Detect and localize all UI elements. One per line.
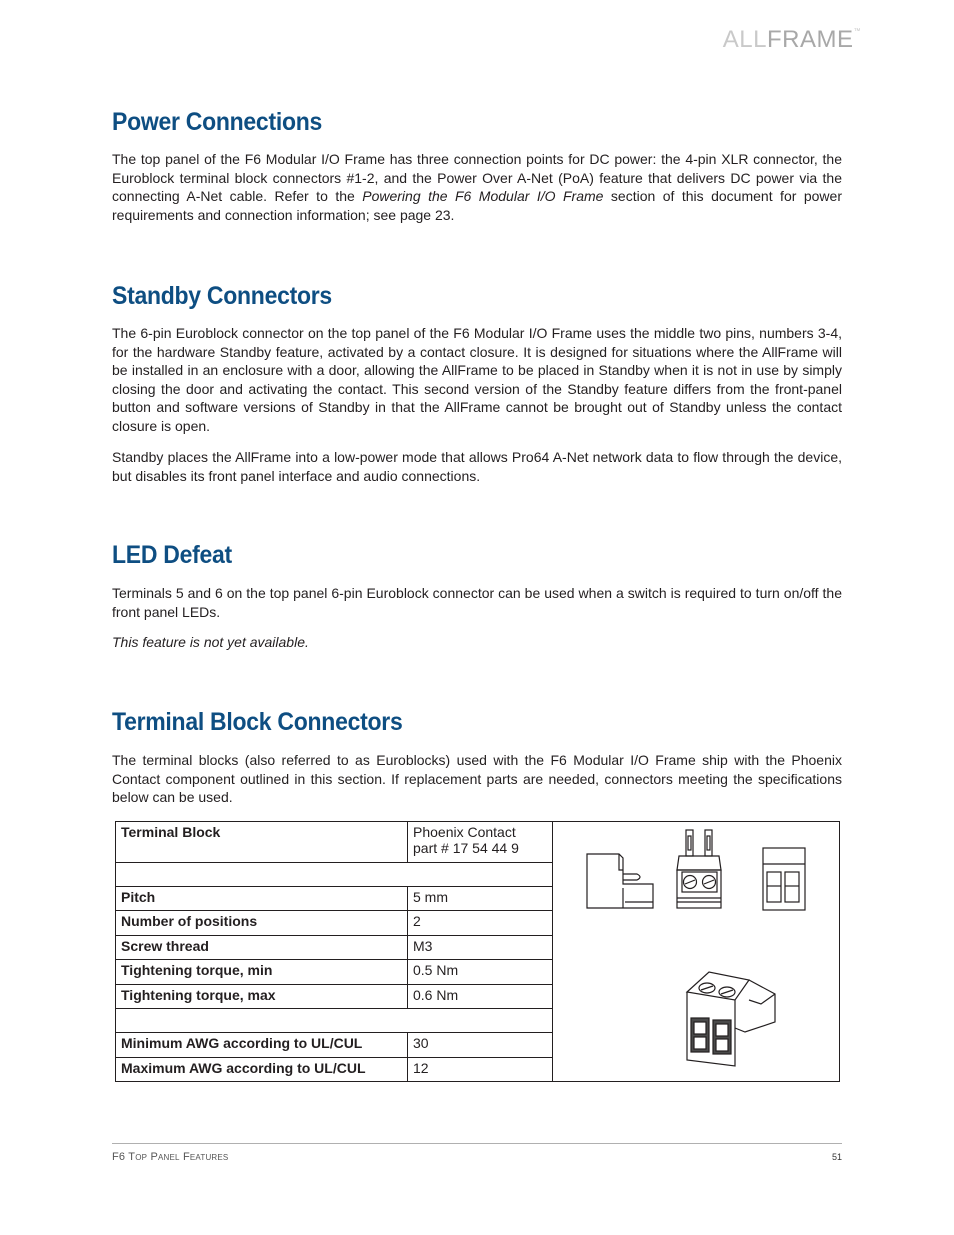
- logo-frame: FRAME: [767, 26, 854, 53]
- spec-row-screw-thread: Screw thread M3: [116, 935, 840, 959]
- spec-row-torque-max: Tightening torque, max 0.6 Nm: [116, 984, 840, 1008]
- spec-header-row: [116, 822, 840, 863]
- spec-row-pitch: Pitch 5 mm: [116, 887, 840, 911]
- spec-row-min-awg: Minimum AWG according to UL/CUL 30: [116, 1033, 840, 1057]
- footer-divider: [112, 1143, 842, 1144]
- connector-isometric-drawing: [687, 972, 775, 1066]
- terminal-block-drawings: [553, 822, 839, 1078]
- terminal-block-paragraph: The terminal blocks (also referred to as Euroblocks) used with the F6 Modular I/O Frame ship with the Phoenix Contact component outlined in this section. If replacement parts are needed, connectors meeting the specifications below can be used.: [112, 752, 842, 806]
- connector-side-view-drawing: [587, 854, 653, 908]
- spec-row-positions: Number of positions 2: [116, 911, 840, 935]
- led-defeat-paragraph: Terminals 5 and 6 on the top panel 6-pin Euroblock connector can be used when a switch is required to turn on/off the front panel LEDs.: [112, 585, 842, 620]
- terminal-block-heading: Terminal Block Connectors: [112, 708, 403, 736]
- standby-connectors-heading: Standby Connectors: [112, 282, 332, 310]
- led-defeat-heading: LED Defeat: [112, 541, 232, 569]
- power-connections-heading: Power Connections: [112, 108, 323, 136]
- standby-paragraph-1: The 6-pin Euroblock connector on the top panel of the F6 Modular I/O Frame uses the middle two pins, numbers 3-4, for the hardware Standby feature, activated by a contact closure. It is designed for situations where the AllFrame will be installed in an enclosure with a door, allowing the AllFrame to be placed in Standby when it is not in use by simply closing the door and activating the contact. This second version of the Standby feature differs from the front-panel button and software versions of Standby in that the AllFrame cannot be brought out of Standby unless the contact closure is open.: [112, 325, 842, 434]
- connector-front-view-drawing: [677, 830, 721, 908]
- terminal-block-spec-table: [115, 821, 840, 1082]
- led-defeat-note: This feature is not yet available.: [112, 634, 309, 650]
- logo-all: ALL: [722, 26, 767, 53]
- spec-row-torque-min: Tightening torque, min 0.5 Nm: [116, 960, 840, 984]
- connector-rear-view-drawing: [763, 848, 805, 910]
- connector-drawings-cell: [553, 822, 840, 1082]
- logo-trademark: ™: [853, 28, 861, 35]
- footer-section-title: F6 TOP PANEL FEATURES: [112, 1151, 229, 1163]
- allframe-logo: [723, 26, 861, 54]
- spec-header-key: Terminal Block: [116, 822, 408, 863]
- powering-reference: Powering the F6 Modular I/O Frame: [362, 188, 604, 205]
- spec-header-value: Phoenix Contact part # 17 54 44 9: [408, 822, 553, 863]
- power-connections-paragraph: The top panel of the F6 Modular I/O Frame has three connection points for DC power: the 4-pin XLR connector, the Euroblock terminal block connectors #1-2, and the Power Over A-Net (PoA) feature that delivers DC power via the connecting A-Net cable. Refer to the Powering the F6 Modular I/O Frame section of this document for power requirements and connection information; see page 23.: [112, 151, 842, 223]
- standby-paragraph-2: Standby places the AllFrame into a low-power mode that allows Pro64 A-Net network data to flow through the device, but disables its front panel interface and audio connections.: [112, 449, 842, 484]
- page-number: 51: [831, 1152, 842, 1162]
- spec-row-max-awg: Maximum AWG according to UL/CUL 12: [116, 1057, 840, 1081]
